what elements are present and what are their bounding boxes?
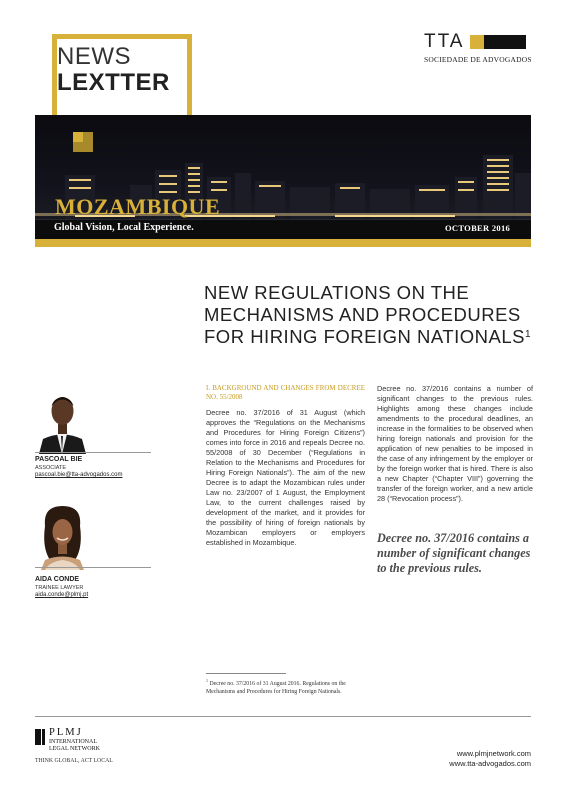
footnote: [206, 677, 368, 696]
footnote-marker: 1: [206, 678, 208, 683]
author-name: PASCOAL BIE: [35, 456, 83, 463]
plmj-logo-line2: LEGAL NETWORK: [49, 746, 100, 752]
newsletter-title: [57, 45, 170, 95]
author-photo-pascoal-bie: [35, 384, 90, 454]
body-text-left-column: Decree no. 37/2016 of 31 August (which approves the “Regulations on the Mechanisms and Procedures for Hiring Foreign Citizens”) comes into force in 2016 and repeals Decree no. 55/2008 of 30 December (“Regulations in Relation to the Mechanisms and Procedures for Hiring Foreign Nationals”). The aim of the new Decree is to adapt the Mozambican rules under Law no. 23/2007 of 1 August, the Employment Law, to the current challenges raised by development of the market, and it provides for the possibility of hiring of foreign nationals by Mozambican employers or employers established in Mozambique.: [206, 408, 365, 547]
footnote-divider: [206, 673, 286, 674]
tta-logo: [424, 33, 534, 64]
section-heading: I. BACKGROUND AND CHANGES FROM DECREE NO. 55/2008: [206, 384, 365, 401]
newsletter-title-line2: LEXTTER: [57, 69, 170, 96]
author-role: ASSOCIATE: [35, 465, 67, 471]
headline-line-1: NEW REGULATIONS ON THE: [204, 282, 470, 303]
country-title: MOZAMBIQUE: [55, 194, 221, 219]
issue-date: OCTOBER 2016: [445, 223, 511, 233]
footer-url-tta[interactable]: www.tta-advogados.com: [449, 759, 531, 768]
footer-divider: [35, 716, 531, 717]
plmj-logo-mark-bar: [42, 729, 45, 745]
author-email-link[interactable]: pascoal.bie@tta-advogados.com: [35, 472, 123, 478]
headline-footnote-marker: 1: [524, 329, 532, 340]
plmj-logo-name: PLMJ: [49, 727, 83, 738]
tta-logo-text: TTA: [424, 31, 465, 52]
tagline: Global Vision, Local Experience.: [54, 222, 194, 233]
plmj-tagline: THINK GLOBAL, ACT LOCAL: [35, 758, 113, 764]
plmj-logo-mark: [35, 729, 41, 745]
tta-logo-black-block: [484, 35, 526, 49]
footnote-text: Decree no. 37/2016 of 31 August 2016. Regulations on the Mechanisms and Procedures for Hiring Foreign Nationals.: [206, 680, 346, 695]
tta-logo-subtitle: SOCIEDADE DE ADVOGADOS: [424, 55, 532, 64]
author-divider: [35, 567, 151, 568]
tta-logo-gold-block: [470, 35, 484, 49]
author-email-link[interactable]: aida.conde@plmj.pt: [35, 592, 89, 598]
newsletter-title-line1: NEWS: [57, 43, 131, 70]
author-role: TRAINEE LAWYER: [35, 585, 84, 591]
headline-line-3-text: FOR HIRING FOREIGN NATIONALS: [204, 326, 525, 347]
author-divider: [35, 452, 151, 453]
author-photo-aida-conde: [35, 500, 90, 570]
pull-quote: Decree no. 37/2016 contains a number of significant changes to the previous rules.: [377, 531, 531, 575]
banner-gold-square-inner: [73, 132, 83, 142]
footer-url-plmj[interactable]: www.plmjnetwork.com: [456, 749, 531, 758]
plmj-logo-line1: INTERNATIONAL: [49, 739, 97, 745]
headline-line-2: MECHANISMS AND PROCEDURES: [204, 304, 521, 325]
article-headline: [204, 282, 534, 348]
headline-line-3: [204, 326, 534, 348]
body-text-right-column: Decree no. 37/2016 contains a number of significant changes to the previous rules. Highlights among these changes include amendments to the procedural deadlines, an increase in the formalities to be observed when hiring foreign nationals and provision for the application of new penalties to be imposed in the case of any infringement by the employer or by the foreign worker that is hired. There is also a new Chapter (“Chapter VIII”) governing the transfer of the foreign worker, and a new article 28 (“Revocation process”).: [377, 384, 533, 503]
banner-gold-rule: [35, 239, 531, 247]
author-name: AIDA CONDE: [35, 576, 80, 583]
